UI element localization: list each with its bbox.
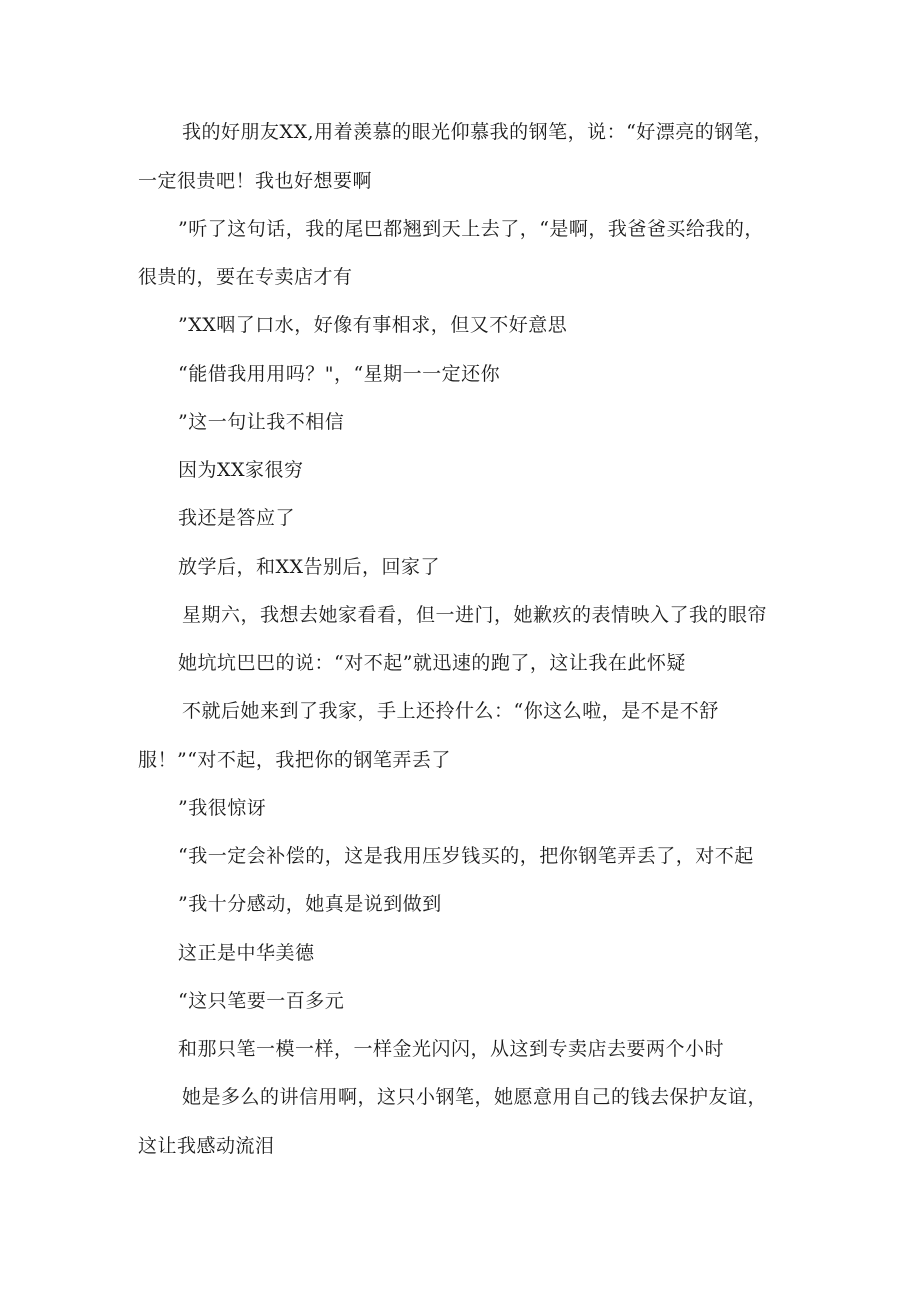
paragraph-line: 服！”“对不起，我把你的钢笔弄丢了 — [138, 749, 451, 771]
paragraph-line: “这只笔要一百多元 — [178, 990, 345, 1012]
paragraph-line: 这正是中华美德 — [178, 942, 315, 964]
paragraph-line: 放学后，和XX告别后，回家了 — [178, 556, 441, 578]
paragraph-line: ”XX咽了口水，好像有事相求，但又不好意思 — [178, 314, 568, 336]
paragraph-line: 我的好朋友XX,用着羡慕的眼光仰慕我的钢笔，说：“好漂亮的钢笔， — [182, 121, 773, 143]
paragraph-line: 不就后她来到了我家，手上还拎什么：“你这么啦，是不是不舒 — [182, 700, 719, 722]
paragraph-line: 星期六，我想去她家看看，但一进门，她歉疚的表情映入了我的眼帘 — [182, 604, 768, 626]
paragraph-line: 她坑坑巴巴的说：“对不起”就迅速的跑了，这让我在此怀疑 — [178, 652, 686, 674]
paragraph-line: 一定很贵吧！我也好想要啊 — [138, 170, 373, 192]
paragraph-line: 因为XX家很穷 — [178, 459, 304, 481]
paragraph-line: “能借我用用吗？"，“星期一一定还你 — [178, 363, 501, 385]
paragraph-line: ”听了这句话，我的尾巴都翘到天上去了，“是啊，我爸爸买给我的， — [178, 218, 764, 240]
paragraph-line: 和那只笔一模一样，一样金光闪闪，从这到专卖店去要两个小时 — [178, 1038, 725, 1060]
paragraph-line: ”这一句让我不相信 — [178, 411, 345, 433]
paragraph-line: 我还是答应了 — [178, 507, 296, 529]
paragraph-line: 这让我感动流泪 — [138, 1135, 275, 1157]
paragraph-line: ”我十分感动，她真是说到做到 — [178, 893, 442, 915]
paragraph-line: 她是多么的讲信用啊，这只小钢笔，她愿意用自己的钱去保护友谊， — [182, 1086, 768, 1108]
paragraph-line: ”我很惊讶 — [178, 797, 267, 819]
paragraph-line: “我一定会补偿的，这是我用压岁钱买的，把你钢笔弄丢了，对不起 — [178, 845, 754, 867]
paragraph-line: 很贵的，要在专卖店才有 — [138, 266, 353, 288]
